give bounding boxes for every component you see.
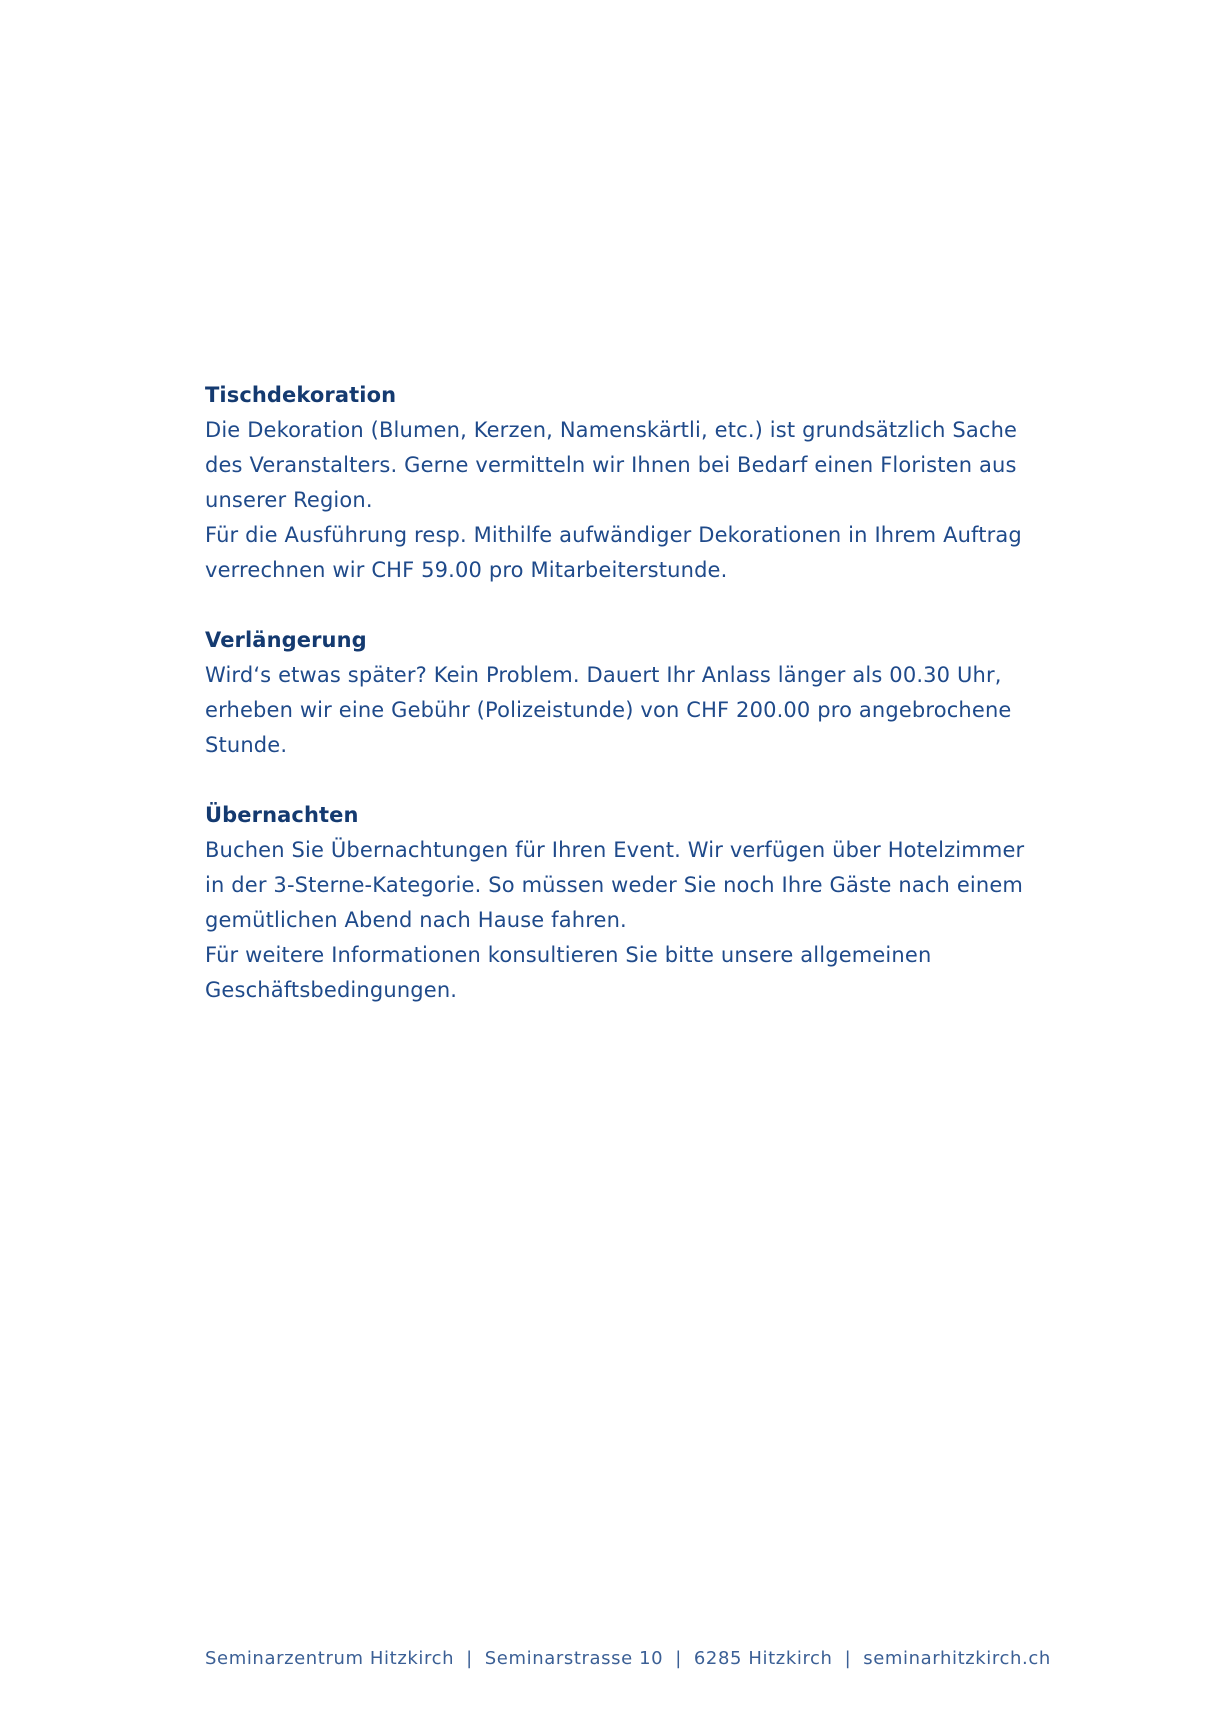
text-line: Die Dekoration (Blumen, Kerzen, Namenskärtli, etc.) ist grundsätzlich Sache: [205, 418, 1018, 442]
paragraph: [205, 658, 1045, 763]
section-tischdekoration: [205, 378, 1045, 588]
section-heading: Tischdekoration: [205, 383, 397, 407]
paragraph: [205, 413, 1045, 518]
text-line: Für die Ausführung resp. Mithilfe aufwändiger Dekorationen in Ihrem Auftrag: [205, 523, 1022, 547]
footer-separator: |: [466, 1648, 473, 1669]
text-line: Geschäftsbedingungen.: [205, 978, 458, 1002]
section-uebernachten: [205, 798, 1045, 1008]
footer-city: 6285 Hitzkirch: [693, 1648, 833, 1669]
text-line: erheben wir eine Gebühr (Polizeistunde) von CHF 200.00 pro angebrochene: [205, 698, 1012, 722]
document-body: [205, 378, 1045, 1043]
text-line: gemütlichen Abend nach Hause fahren.: [205, 908, 627, 932]
footer-website-link[interactable]: seminarhitzkirch.ch: [863, 1648, 1051, 1669]
text-line: Buchen Sie Übernachtungen für Ihren Event. Wir verfügen über Hotelzimmer: [205, 838, 1025, 862]
paragraph: [205, 518, 1045, 588]
paragraph: [205, 938, 1045, 1008]
footer-separator: |: [675, 1648, 682, 1669]
footer-address: Seminarstrasse 10: [484, 1648, 664, 1669]
text-line: Für weitere Informationen konsultieren Sie bitte unsere allgemeinen: [205, 943, 932, 967]
section-heading: Verlängerung: [205, 628, 367, 652]
text-line: in der 3-Sterne-Kategorie. So müssen weder Sie noch Ihre Gäste nach einem: [205, 873, 1024, 897]
footer-organization: Seminarzentrum Hitzkirch: [205, 1648, 455, 1669]
text-line: unserer Region.: [205, 488, 373, 512]
text-line: Wird‘s etwas später? Kein Problem. Dauert Ihr Anlass länger als 00.30 Uhr,: [205, 663, 1002, 687]
section-verlaengerung: [205, 623, 1045, 763]
text-line: verrechnen wir CHF 59.00 pro Mitarbeiterstunde.: [205, 558, 728, 582]
footer-separator: |: [844, 1648, 852, 1669]
text-line: Stunde.: [205, 733, 288, 757]
section-heading: Übernachten: [205, 803, 359, 827]
page-footer: [205, 1646, 1051, 1672]
text-line: des Veranstalters. Gerne vermitteln wir Ihnen bei Bedarf einen Floristen aus: [205, 453, 1017, 477]
paragraph: [205, 833, 1045, 938]
